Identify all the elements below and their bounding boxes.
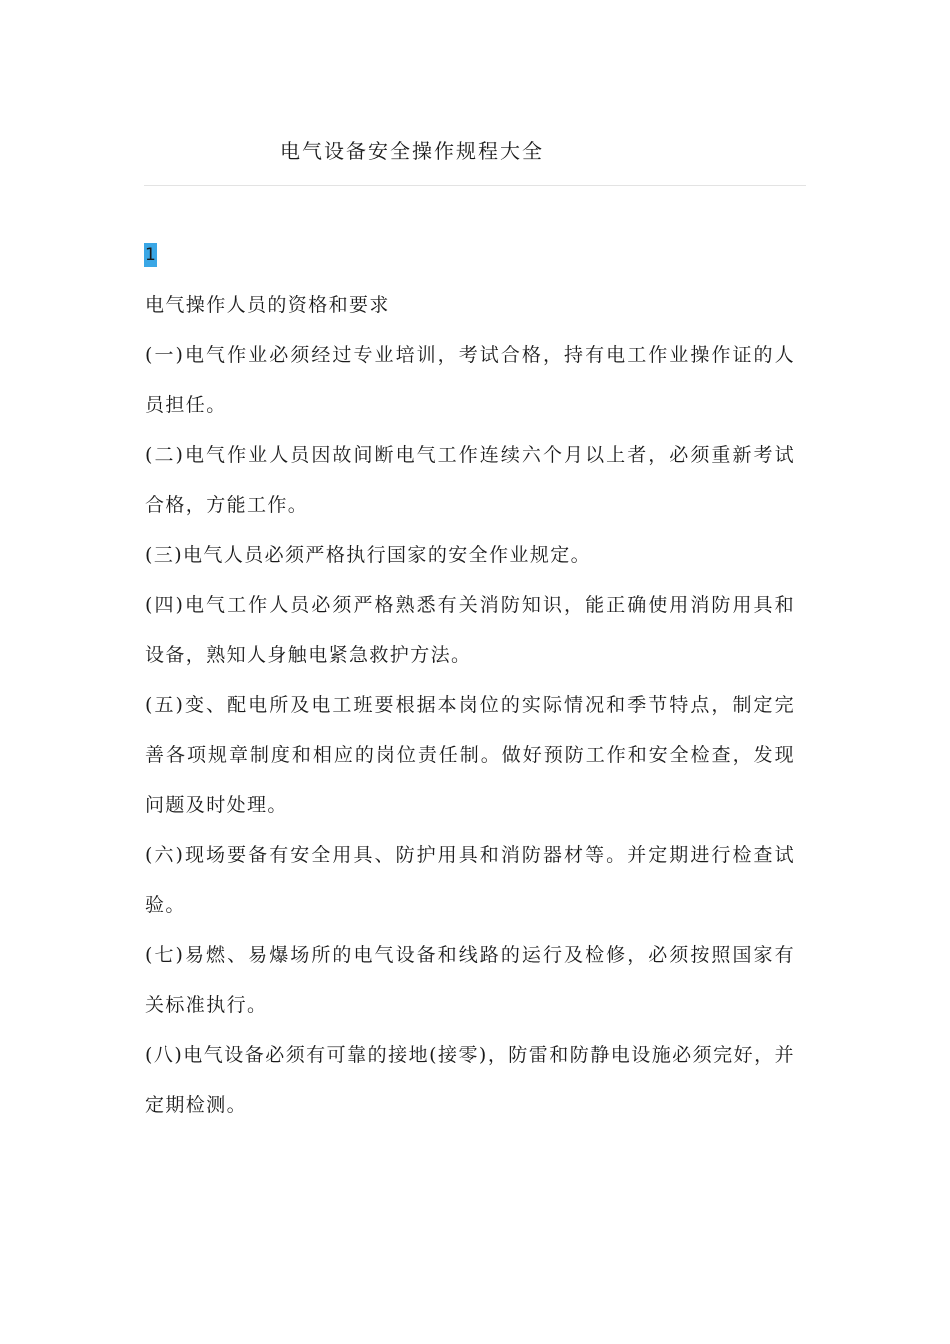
document-title: 电气设备安全操作规程大全 xyxy=(280,139,544,163)
section-heading: 电气操作人员的资格和要求 xyxy=(145,294,390,316)
paragraph-3: (三)电气人员必须严格执行国家的安全作业规定。 xyxy=(145,544,592,566)
paragraph-7: (七)易燃、易爆场所的电气设备和线路的运行及检修，必须按照国家有关标准执行。 xyxy=(145,944,795,1016)
section-number-highlight: 1 xyxy=(145,245,156,265)
paragraph-2: (二)电气作业人员因故间断电气工作连续六个月以上者，必须重新考试合格，方能工作。 xyxy=(145,444,795,516)
paragraph-1: (一)电气作业必须经过专业培训，考试合格，持有电工作业操作证的人员担任。 xyxy=(145,344,795,416)
paragraph-5: (五)变、配电所及电工班要根据本岗位的实际情况和季节特点，制定完善各项规章制度和相应的岗位责任制。做好预防工作和安全检查，发现问题及时处理。 xyxy=(145,694,795,816)
paragraph-8: (八)电气设备必须有可靠的接地(接零)，防雷和防静电设施必须完好，并定期检测。 xyxy=(145,1044,795,1116)
paragraph-6: (六)现场要备有安全用具、防护用具和消防器材等。并定期进行检查试验。 xyxy=(145,844,795,916)
paragraph-4: (四)电气工作人员必须严格熟悉有关消防知识，能正确使用消防用具和设备，熟知人身触电紧急救护方法。 xyxy=(145,594,795,666)
document-body xyxy=(145,280,795,1130)
title-divider xyxy=(144,185,806,186)
